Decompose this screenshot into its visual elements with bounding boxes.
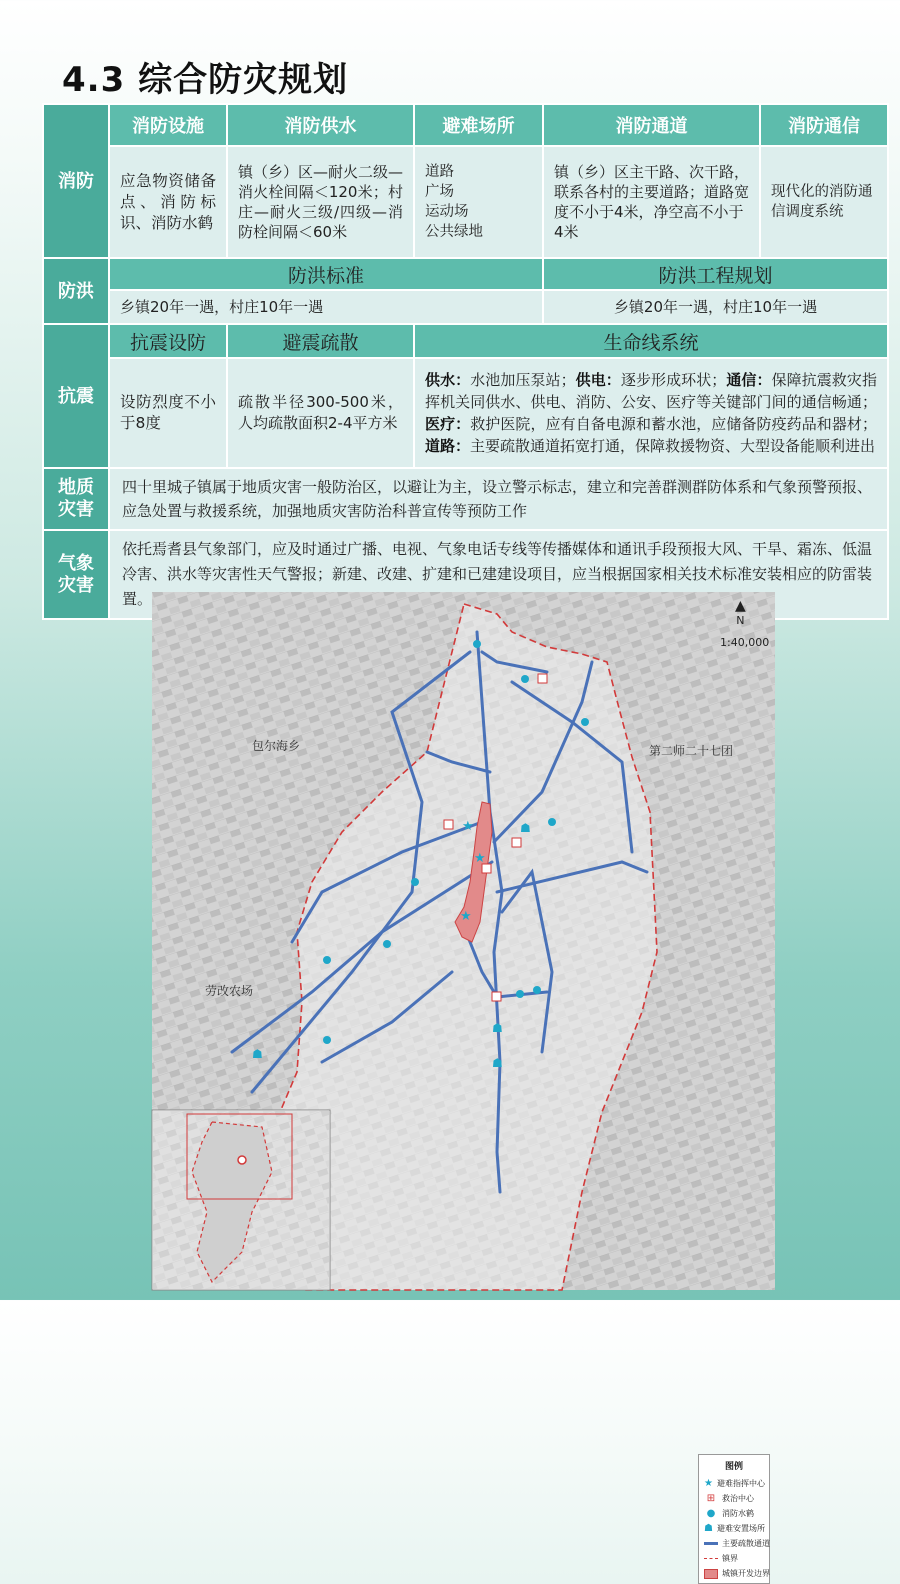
shelter-icon: ☗ (704, 1523, 713, 1534)
boundary-line-icon (704, 1558, 718, 1559)
header-fire-passage: 消防通道 (543, 104, 760, 146)
lifeline-key-road: 道路： (425, 437, 471, 455)
legend-item: ★ 避难指挥中心 (704, 1478, 765, 1489)
map-graphic (152, 592, 775, 1290)
lifeline-val-road: 主要疏散通道拓宽打通，保障救援物资、大型设备能顺利进出 (470, 437, 876, 455)
lifeline-val-medical: 救护医院，应有自备电源和蓄水池，应储备防疫药品和器材； (470, 415, 877, 433)
header-quake-fortify: 抗震设防 (109, 324, 227, 358)
hydrant-marker (581, 718, 589, 726)
hydrant-marker (411, 878, 419, 886)
map-label-laogai: 劳改农场 (205, 984, 254, 998)
header-fire-comm: 消防通信 (760, 104, 888, 146)
shelter-marker: ☗ (492, 1021, 503, 1035)
legend-item: 主要疏散通道 (704, 1536, 764, 1551)
inset-location-marker (238, 1156, 246, 1164)
north-arrow-icon: ▲ (735, 598, 746, 614)
header-fire-water: 消防供水 (227, 104, 414, 146)
lifeline-val-comm: 保障抗震救灾指挥机关同供水、供电、消防、公安、医疗等关键部门间的通信畅通； (425, 371, 877, 411)
lifeline-key-water: 供水： (425, 371, 471, 389)
fire-shelter-list (414, 146, 543, 258)
rescue-center-marker (512, 838, 521, 847)
legend-item: ☗ 避难安置场所 (704, 1523, 765, 1534)
command-center-star: ★ (460, 909, 472, 924)
hydrant-marker (383, 940, 391, 948)
inset-map (152, 1110, 330, 1290)
fire-comm: 现代化的消防通信调度系统 (760, 146, 888, 258)
page-title: 4.3 综合防灾规划 (62, 60, 349, 100)
north-arrow: ▲ N (735, 598, 746, 627)
lifeline-key-comm: 通信： (726, 371, 772, 389)
rescue-center-marker (538, 674, 547, 683)
lifeline-key-power: 供电： (575, 371, 621, 389)
quake-lifeline (414, 358, 888, 468)
fire-passage: 镇（乡）区主干路、次干路，联系各村的主要道路；道路宽度不小于4米，净空高不小于4米 (543, 146, 760, 258)
map-label-tuan27: 第二师二十七团 (649, 744, 734, 758)
fire-facilities: 应急物资储备点、消防标识、消防水鹤 (109, 146, 227, 258)
category-geo: 地质灾害 (43, 468, 109, 530)
hydrant-marker (323, 956, 331, 964)
command-center-star: ★ (474, 851, 486, 866)
hydrant-marker (473, 640, 481, 648)
hydrant-marker (323, 1036, 331, 1044)
shelter-item: 运动场 (425, 204, 469, 220)
command-center-star: ★ (462, 819, 474, 834)
hydrant-marker (548, 818, 556, 826)
road-line-icon (704, 1542, 718, 1545)
hydrant-marker (516, 990, 524, 998)
hydrant-marker (521, 675, 529, 683)
fire-water: 镇（乡）区—耐火二级—消火栓间隔＜120米；村庄—耐火三级/四级—消防栓间隔＜60米 (227, 146, 414, 258)
hydrant-pin-icon: ● (706, 1508, 716, 1519)
quake-fortify: 设防烈度不小于8度 (109, 358, 227, 468)
header-fire-shelter: 避难场所 (414, 104, 543, 146)
header-fire-facilities: 消防设施 (109, 104, 227, 146)
category-fire: 消防 (43, 104, 109, 258)
category-flood: 防洪 (43, 258, 109, 324)
header-quake-lifeline: 生命线系统 (414, 324, 888, 358)
first-aid-icon: ⊞ (706, 1493, 716, 1504)
legend-item: ● 消防水鹤 (704, 1506, 764, 1521)
map-legend (698, 1454, 770, 1584)
header-quake-evac: 避震疏散 (227, 324, 414, 358)
star-icon: ★ (704, 1478, 713, 1489)
rescue-center-marker (444, 820, 453, 829)
geo-text: 四十里城子镇属于地质灾害一般防治区，以避让为主，设立警示标志，建立和完善群测群防体系和气象预警预报、应急处置与救援系统，加强地质灾害防治科普宣传等预防工作 (109, 468, 888, 530)
lifeline-val-power: 逐步形成环状； (620, 371, 727, 389)
legend-item: 镇界 (704, 1551, 764, 1566)
flood-project: 乡镇20年一遇，村庄10年一遇 (543, 290, 888, 324)
map-scale: 1:40,000 (720, 636, 770, 649)
weather-text: 依托焉耆县气象部门，应及时通过广播、电视、气象电话专线等传播媒体和通讯手段预报大风、干旱、霜冻、低温冷害、洪水等灾害性天气警报；新建、改建、扩建和已建建设项目，应当根据国家相关技术标准安装相应的防雷装置。 (109, 530, 888, 619)
shelter-item: 道路 (425, 164, 454, 180)
lifeline-val-water: 水池加压泵站； (470, 371, 576, 389)
shelter-marker: ☗ (492, 1056, 503, 1070)
shelter-item: 公共绿地 (425, 224, 483, 240)
category-weather: 气象灾害 (43, 530, 109, 619)
disaster-plan-table (42, 103, 889, 620)
map-label-baoerhai: 包尔海乡 (252, 739, 301, 753)
header-flood-standard: 防洪标准 (109, 258, 543, 290)
hydrant-marker (533, 986, 541, 994)
legend-title: 图例 (724, 1462, 743, 1472)
shelter-marker: ☗ (252, 1047, 263, 1061)
legend-item: ⊞ 救治中心 (704, 1491, 764, 1506)
shelter-marker: ☗ (520, 821, 531, 835)
legend-item: 城镇开发边界 (704, 1566, 764, 1581)
disaster-plan-map (152, 592, 775, 1578)
dev-area-icon (704, 1569, 718, 1579)
lifeline-key-medical: 医疗： (425, 415, 471, 433)
flood-standard: 乡镇20年一遇，村庄10年一遇 (109, 290, 543, 324)
quake-evac: 疏散半径300-500米，人均疏散面积2-4平方米 (227, 358, 414, 468)
rescue-center-marker (492, 992, 501, 1001)
header-flood-project: 防洪工程规划 (543, 258, 888, 290)
category-quake: 抗震 (43, 324, 109, 468)
shelter-item: 广场 (425, 184, 454, 200)
